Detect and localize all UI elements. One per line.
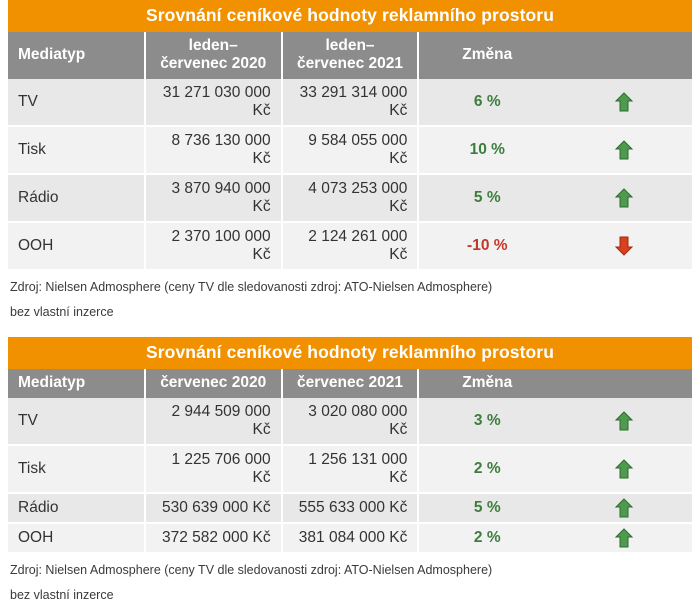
arrow-down-icon	[614, 235, 634, 257]
cell-change-arrow	[555, 79, 692, 126]
cell-mediatype: Rádio	[8, 174, 145, 222]
cell-change: 10 %	[418, 126, 555, 174]
arrow-up-icon	[614, 458, 634, 480]
source-note: Zdroj: Nielsen Admosphere (ceny TV dle sledovanosti zdroj: ATO-Nielsen Admosphere)	[10, 563, 493, 577]
cell-mediatype: Rádio	[8, 493, 145, 523]
cell-period-1: 2 944 509 000 Kč	[145, 398, 282, 445]
disclaimer-note: bez vlastní inzerce	[10, 588, 114, 602]
table-title: Srovnání ceníkové hodnoty reklamního prostoru	[8, 0, 692, 32]
arrow-up-icon	[614, 527, 634, 549]
cell-change-arrow	[555, 445, 692, 493]
arrow-up-icon	[614, 497, 634, 519]
table-header-row	[8, 32, 692, 79]
cell-change-arrow	[555, 398, 692, 445]
header-period-2: červenec 2021	[282, 369, 419, 398]
arrow-up-icon	[614, 139, 634, 161]
cell-mediatype: TV	[8, 398, 145, 445]
cell-change: 5 %	[418, 493, 555, 523]
table-row	[8, 174, 692, 222]
cell-change-arrow	[555, 523, 692, 553]
arrow-up-icon	[614, 410, 634, 432]
table-row	[8, 398, 692, 445]
cell-period-2: 2 124 261 000 Kč	[282, 222, 419, 270]
header-change-arrow	[555, 32, 692, 79]
header-mediatype: Mediatyp	[8, 32, 145, 79]
comparison-table-month	[8, 337, 692, 554]
disclaimer-note: bez vlastní inzerce	[10, 305, 114, 319]
header-change: Změna	[418, 369, 555, 398]
table-title-row	[8, 0, 692, 32]
table-title-row	[8, 337, 692, 369]
cell-period-2: 381 084 000 Kč	[282, 523, 419, 553]
header-change-arrow	[555, 369, 692, 398]
cell-period-2: 3 020 080 000 Kč	[282, 398, 419, 445]
cell-change: 6 %	[418, 79, 555, 126]
source-note: Zdroj: Nielsen Admosphere (ceny TV dle sledovanosti zdroj: ATO-Nielsen Admosphere)	[10, 280, 493, 294]
table-row	[8, 126, 692, 174]
header-period-2: leden–červenec 2021	[282, 32, 419, 79]
arrow-up-icon	[614, 187, 634, 209]
cell-period-1: 530 639 000 Kč	[145, 493, 282, 523]
cell-change: 5 %	[418, 174, 555, 222]
cell-change-arrow	[555, 174, 692, 222]
table-row	[8, 79, 692, 126]
cell-mediatype: Tisk	[8, 126, 145, 174]
cell-mediatype: OOH	[8, 523, 145, 553]
comparison-table-ytd	[8, 0, 692, 271]
table-row	[8, 445, 692, 493]
cell-change: 3 %	[418, 398, 555, 445]
header-period-1: červenec 2020	[145, 369, 282, 398]
cell-change-arrow	[555, 126, 692, 174]
cell-change: 2 %	[418, 445, 555, 493]
cell-change: 2 %	[418, 523, 555, 553]
header-change: Změna	[418, 32, 555, 79]
cell-period-1: 1 225 706 000 Kč	[145, 445, 282, 493]
cell-mediatype: OOH	[8, 222, 145, 270]
table-row	[8, 493, 692, 523]
cell-period-2: 4 073 253 000 Kč	[282, 174, 419, 222]
cell-period-2: 33 291 314 000 Kč	[282, 79, 419, 126]
table-row	[8, 523, 692, 553]
cell-change-arrow	[555, 222, 692, 270]
header-period-1: leden–červenec 2020	[145, 32, 282, 79]
table-header-row	[8, 369, 692, 398]
cell-period-1: 3 870 940 000 Kč	[145, 174, 282, 222]
cell-period-1: 31 271 030 000 Kč	[145, 79, 282, 126]
cell-change-arrow	[555, 493, 692, 523]
cell-period-1: 2 370 100 000 Kč	[145, 222, 282, 270]
table-block-month	[8, 337, 692, 602]
table-title: Srovnání ceníkové hodnoty reklamního prostoru	[8, 337, 692, 369]
header-mediatype: Mediatyp	[8, 369, 145, 398]
cell-change: -10 %	[418, 222, 555, 270]
cell-mediatype: Tisk	[8, 445, 145, 493]
table-row	[8, 222, 692, 270]
cell-period-1: 372 582 000 Kč	[145, 523, 282, 553]
arrow-up-icon	[614, 91, 634, 113]
table-block-ytd	[8, 0, 692, 319]
cell-mediatype: TV	[8, 79, 145, 126]
cell-period-2: 1 256 131 000 Kč	[282, 445, 419, 493]
cell-period-2: 555 633 000 Kč	[282, 493, 419, 523]
cell-period-2: 9 584 055 000 Kč	[282, 126, 419, 174]
cell-period-1: 8 736 130 000 Kč	[145, 126, 282, 174]
